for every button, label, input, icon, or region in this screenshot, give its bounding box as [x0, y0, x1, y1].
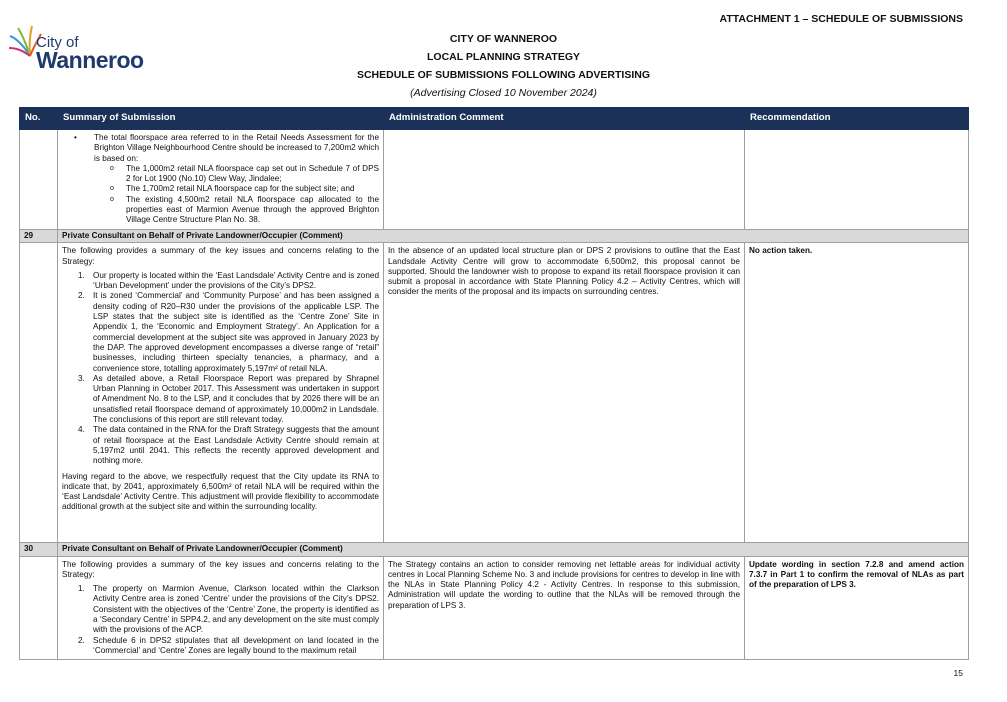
- cell-summary: [58, 243, 384, 543]
- summary-subbullet: o The 1,000m2 retail NLA floorspace cap set out in Schedule 7 of DPS 2 for Lot 1900 (No.10) Clew Way, Jindalee;: [62, 164, 379, 185]
- summary-bullet: • The total floorspace area referred to in the Retail Needs Assessment for the Brighton Village Neighbourhood Centre should be increased to 7,200m2 which is based on:: [62, 133, 379, 164]
- table-row: [20, 130, 969, 230]
- cell-recommendation: No action taken.: [745, 243, 969, 543]
- cell-no: [20, 243, 58, 543]
- document-heading: [0, 30, 1007, 102]
- cell-comment: In the absence of an updated local structure plan or DPS 2 provisions to outline that the East Landsdale Activity Centre will grow to accommodate 6,500m2, this proposal cannot be supported. Should the landowner wish to propose to expand its retail floorspace provision it can submit a proposal in accordance with State Planning Policy 4.2 – Activity Centres, which will consider the merits of the proposal and its impacts on surrounding centres.: [384, 243, 745, 543]
- submission-number: 29: [20, 230, 58, 243]
- list-item: 1. Our property is located within the ‘East Landsdale’ Activity Centre and is zoned ‘Urban Development’ under the provisions of the City’s DPS2.: [78, 270, 379, 291]
- table-row: [20, 243, 969, 543]
- cell-no: [20, 130, 58, 230]
- attachment-title: ATTACHMENT 1 – SCHEDULE OF SUBMISSIONS: [719, 13, 963, 25]
- col-header-summary: Summary of Submission: [58, 108, 384, 130]
- submission-number: 30: [20, 543, 58, 556]
- cell-recommendation: Update wording in section 7.2.8 and amend action 7.3.7 in Part 1 to confirm the removal of NLAs as part of the preparation of LPS 3.: [745, 556, 969, 660]
- submission-header-row: [20, 543, 969, 556]
- list-item: 1. The property on Marmion Avenue, Clarkson located within the Clarkson Activity Centre area is zoned ‘Centre’ under the provisions of the City’s DPS2. Consistent with the objectives of the ‘Centre’ Zone, the property is identified as a ‘Secondary Centre’ in SPP4.2, and any development on the site must comply with the provisions of the ACP.: [78, 584, 379, 635]
- list-item: 2. Schedule 6 in DPS2 stipulates that all development on land located in the ‘Commercial’ and ‘Centre’ Zones are legally bound to the maximum retail: [78, 635, 379, 655]
- summary-subbullet: o The existing 4,500m2 retail NLA floorspace cap allocated to the properties east of Marmion Avenue through the approved Brighton Village Centre Structure Plan No. 38.: [62, 195, 379, 226]
- submission-title: Private Consultant on Behalf of Private Landowner/Occupier (Comment): [58, 543, 969, 556]
- submissions-table: [19, 107, 969, 660]
- col-header-no: No.: [20, 108, 58, 130]
- table-row: [20, 556, 969, 660]
- page-number: 15: [953, 668, 963, 678]
- submission-title: Private Consultant on Behalf of Private Landowner/Occupier (Comment): [58, 230, 969, 243]
- heading-line1: CITY OF WANNEROO: [449, 33, 558, 45]
- summary-list: [62, 271, 379, 467]
- summary-closing: Having regard to the above, we respectfully request that the City update its RNA to indicate that, by 2041, approximately 6,500m² of retail NLA will be required within the ‘East Landsdale’ Activity Centre. This adjustment will provide flexibility to accommodate additional growth at the subject site and within the surrounding locality.: [62, 471, 379, 512]
- col-header-recommendation: Recommendation: [745, 108, 969, 130]
- summary-subbullet: o The 1,700m2 retail NLA floorspace cap for the subject site; and: [62, 184, 379, 194]
- list-item: 2. It is zoned ‘Commercial’ and ‘Community Purpose’ and has been assigned a density coding of R20–R30 under the provisions of the applicable LSP. The LSP states that the subject site is identified as the ‘Centre Zone’ Site in Appendix 1, the ‘Economic and Employment Strategy’. An Application for a commercial development at the subject site was approved in January 2023 by the DAP. The approved development encompasses a diverse range of “retail” businesses, including thirteen specialty tenancies, a pharmacy, and a convenience store, totalling approximately 5,197m² of retail NLA.: [78, 291, 379, 373]
- heading-line2: LOCAL PLANNING STRATEGY: [426, 51, 581, 63]
- heading-line4: (Advertising Closed 10 November 2024): [410, 87, 597, 99]
- summary-intro: The following provides a summary of the key issues and concerns relating to the Strategy:: [62, 559, 379, 579]
- cell-comment: The Strategy contains an action to consider removing net lettable areas for individual activity centres in Local Planning Scheme No. 3 and include provisions for centres to develop in line with the NLAs in State Planning Policy 4.2 - Activity Centres. In response to this submission, Administration will update the wording to outline that the NLAs will be removed through the preparation of LPS 3.: [384, 556, 745, 660]
- list-item: 3. As detailed above, a Retail Floorspace Report was prepared by Shrapnel Urban Planning in October 2017. This Assessment was undertaken in support of Amendment No. 8 to the LSP, and it concludes that by 2026 there will be an unsatisfied retail floorspace demand of approximately 10,000m2 in Landsdale. The conclusions of this report are still relevant today.: [78, 373, 379, 425]
- summary-list: [62, 584, 379, 656]
- logo-text-line1: City of: [36, 34, 79, 51]
- cell-summary: [58, 556, 384, 660]
- heading-line3: SCHEDULE OF SUBMISSIONS FOLLOWING ADVERTISING: [356, 69, 651, 81]
- summary-intro: The following provides a summary of the key issues and concerns relating to the Strategy:: [62, 246, 379, 266]
- cell-summary: [58, 130, 384, 230]
- logo-text-line2: Wanneroo: [36, 47, 144, 73]
- col-header-comment: Administration Comment: [384, 108, 745, 130]
- cell-recommendation: [745, 130, 969, 230]
- cell-no: [20, 556, 58, 660]
- list-item: 4. The data contained in the RNA for the Draft Strategy suggests that the amount of retail floorspace at the East Landsdale Activity Centre should remain at 5,197m2 until 2041. This reflects the recently approved development and nothing more.: [78, 425, 379, 466]
- submission-header-row: [20, 230, 969, 243]
- table-header-row: [20, 108, 969, 130]
- cell-comment: [384, 130, 745, 230]
